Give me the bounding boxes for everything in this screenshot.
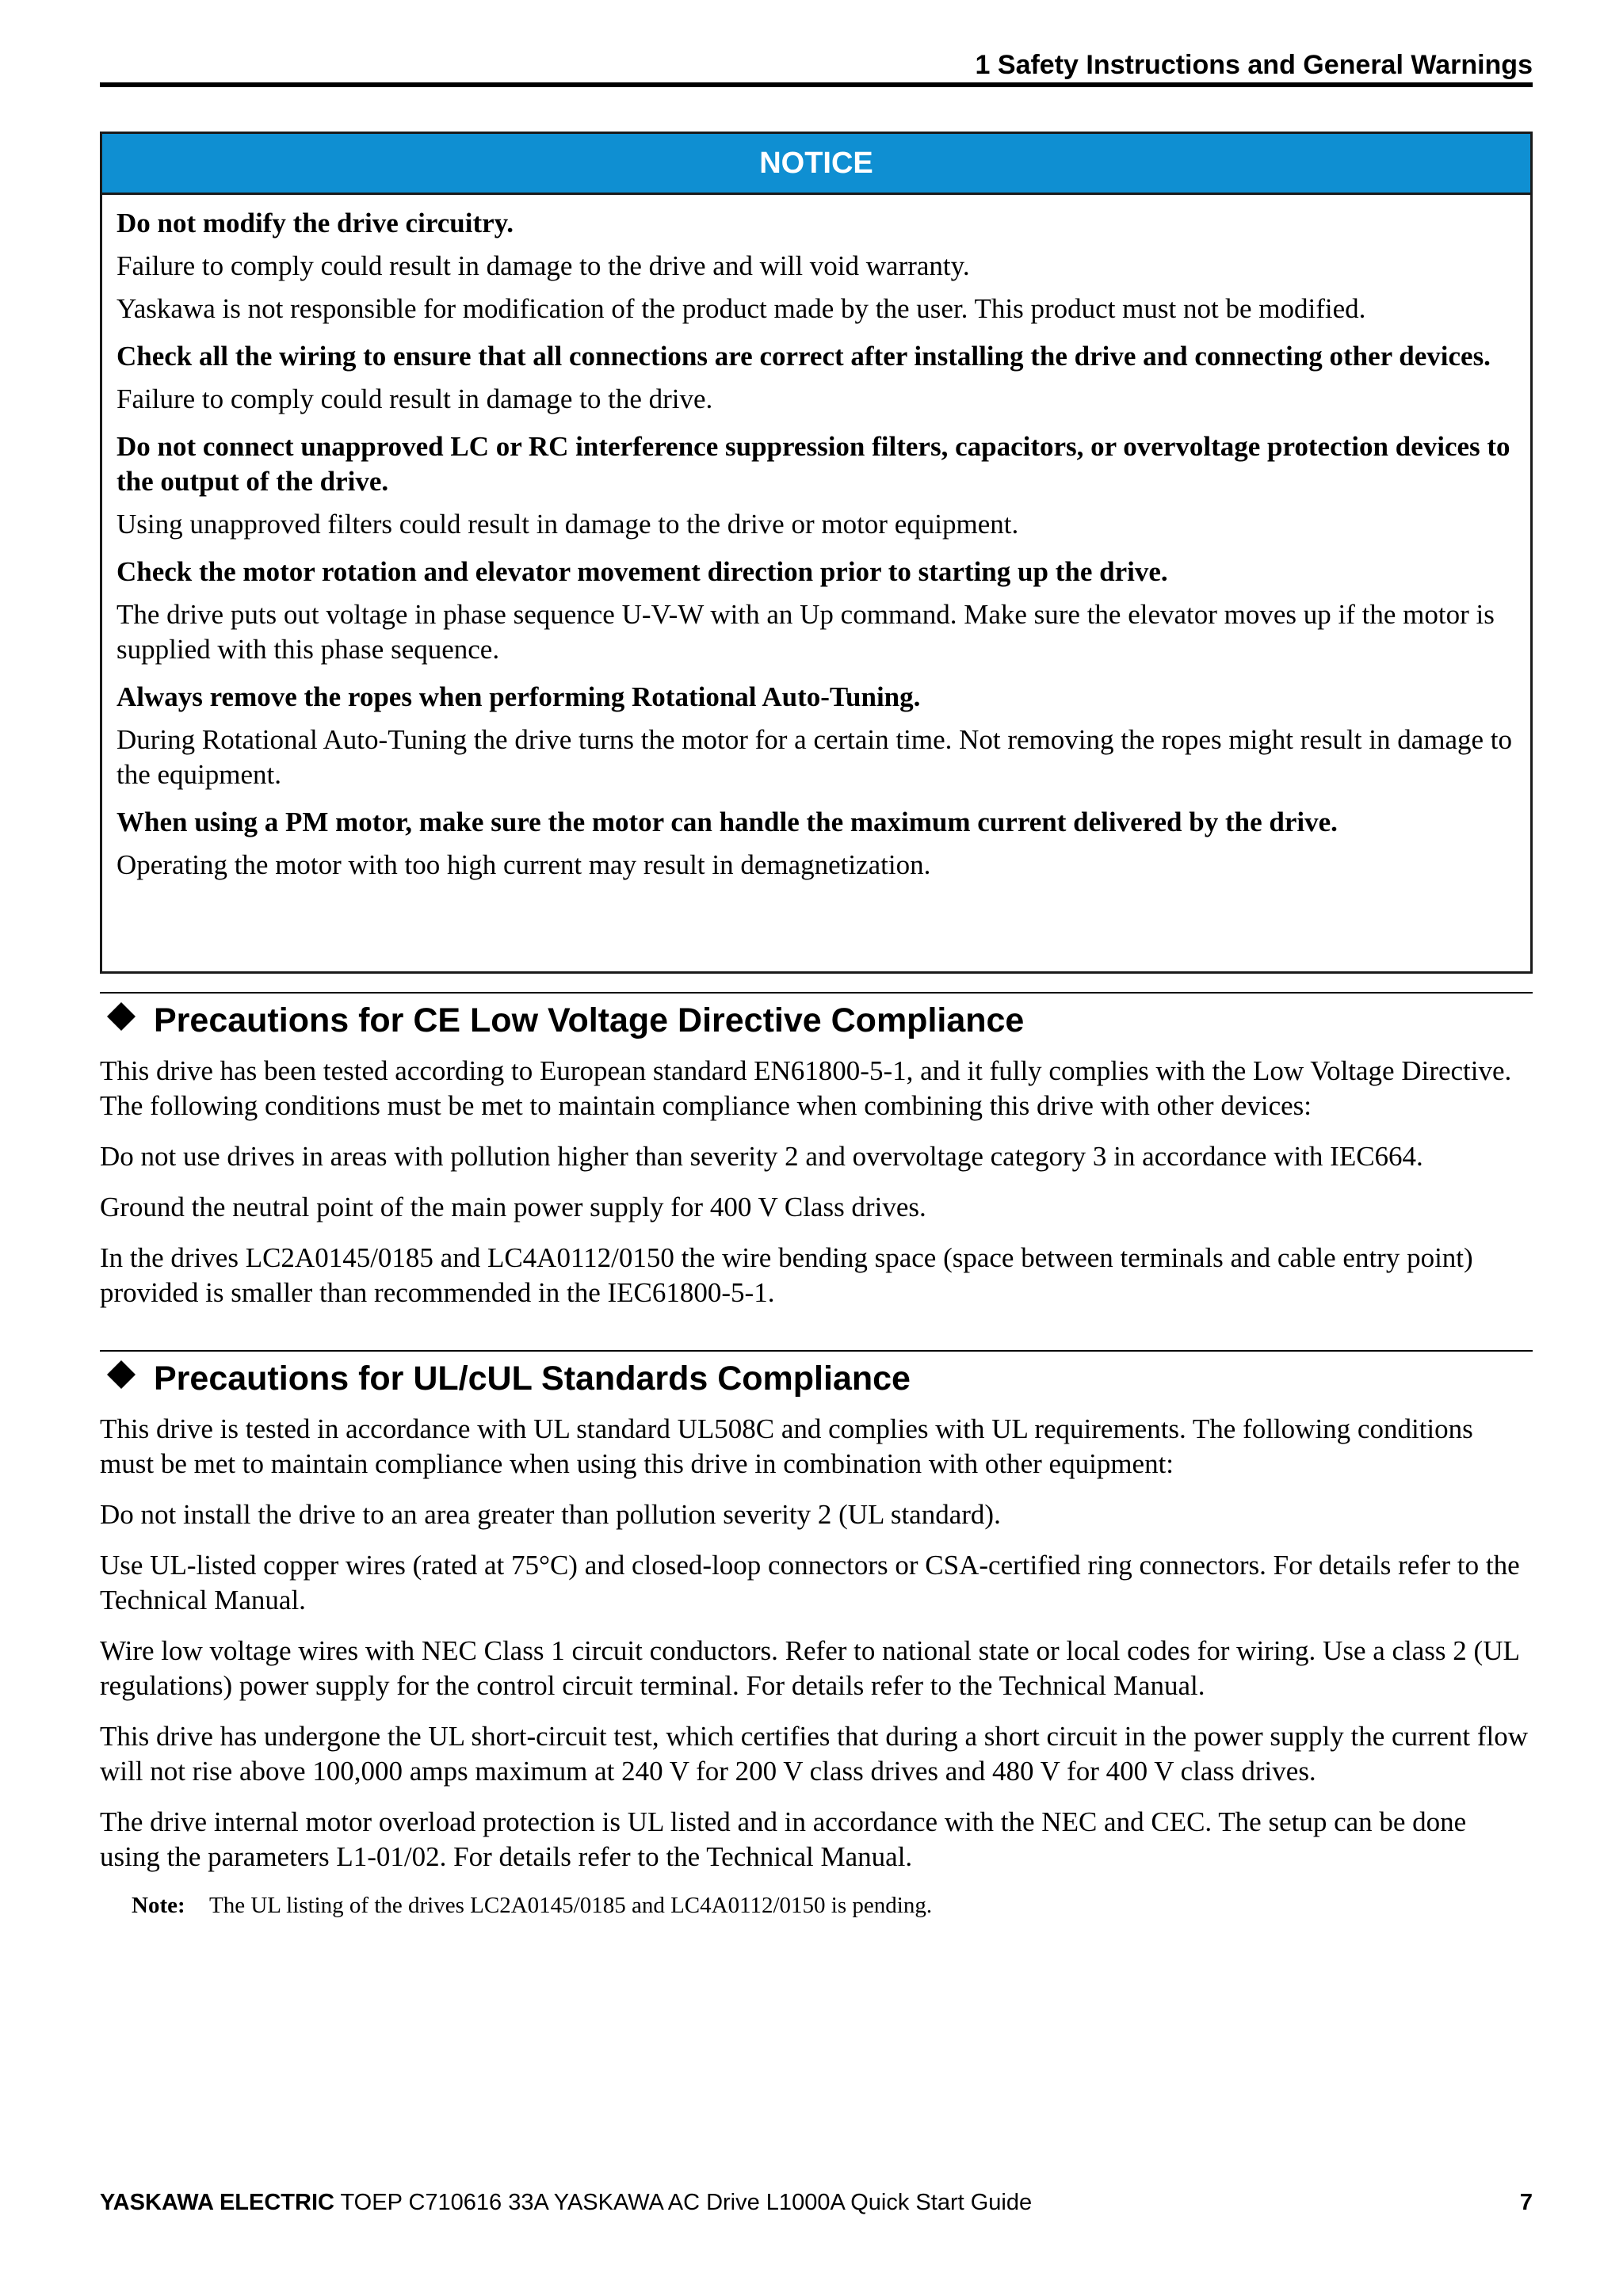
notice-item-heading: When using a PM motor, make sure the motor can handle the maximum current delivered by the drive. [116, 807, 1338, 837]
paragraph: Do not use drives in areas with pollution higher than severity 2 and overvoltage category 3 in accordance with IEC664. [100, 1141, 1423, 1172]
paragraph: This drive is tested in accordance with UL standard UL508C and complies with UL requirements. The following conditions must be met to maintain compliance when using this drive in combination with other equipment: [100, 1413, 1473, 1479]
paragraph: Use UL-listed copper wires (rated at 75°C) and closed-loop connectors or CSA-certified ring connectors. For details refer to the Technical Manual. [100, 1550, 1520, 1615]
notice-item-description [116, 723, 1516, 792]
section-rule [100, 1350, 1533, 1352]
paragraph: This drive has undergone the UL short-circuit test, which certifies that during a short circuit in the power supply the current flow will not rise above 100,000 amps maximum at 240 V for 200 V class drives and 480 V for 400 V class drives. [100, 1721, 1529, 1787]
ce-section [100, 992, 1533, 1326]
running-header: 1 Safety Instructions and General Warnings [975, 50, 1533, 80]
note-label: Note: [132, 1893, 185, 1918]
notice-item-heading: Check all the wiring to ensure that all connections are correct after installing the drive and connecting other devices. [116, 341, 1491, 372]
notice-item [116, 339, 1516, 417]
notice-banner: NOTICE [102, 134, 1530, 195]
paragraph: Wire low voltage wires with NEC Class 1 circuit conductors. Refer to national state or local codes for wiring. Use a class 2 (UL regulations) power supply for the control circuit terminal. For details refer to the Technical Manual. [100, 1635, 1519, 1701]
notice-item-line: Operating the motor with too high current may result in demagnetization. [116, 849, 931, 880]
note-text: The UL listing of the drives LC2A0145/0185 and LC4A0112/0150 is pending. [209, 1893, 933, 1918]
section-title-text: Precautions for CE Low Voltage Directive Compliance [154, 1001, 1025, 1039]
ul-section [100, 1350, 1533, 1920]
section-title-text: Precautions for UL/cUL Standards Compliance [154, 1360, 911, 1398]
notice-item-line: Using unapproved filters could result in damage to the drive or motor equipment. [116, 509, 1019, 540]
paragraph: Ground the neutral point of the main power supply for 400 V Class drives. [100, 1192, 926, 1222]
notice-item-heading: Check the motor rotation and elevator movement direction prior to starting up the drive. [116, 556, 1168, 587]
notice-item-line: Failure to comply could result in damage to the drive and will void warranty. [116, 250, 970, 281]
notice-item-description [116, 507, 1516, 542]
page-footer [100, 2188, 1533, 2217]
notice-item-line: Failure to comply could result in damage to the drive. [116, 383, 713, 414]
notice-item-line: Yaskawa is not responsible for modification of the product made by the user. This product must not be modified. [116, 293, 1366, 324]
note [100, 1890, 1533, 1920]
diamond-bullet-icon [106, 1356, 139, 1401]
notice-item [116, 805, 1516, 883]
diamond-bullet-icon [106, 998, 139, 1043]
paragraph: The drive internal motor overload protection is UL listed and in accordance with the NEC and CEC. The setup can be done using the parameters L1-01/02. For details refer to the Technical Manual. [100, 1806, 1467, 1872]
section-title [106, 1356, 1533, 1401]
notice-item [116, 206, 1516, 326]
notice-item-heading: Do not modify the drive circuitry. [116, 208, 514, 238]
footer-document-title: TOEP C710616 33A YASKAWA AC Drive L1000A Quick Start Guide [334, 2190, 1033, 2215]
paragraph: Do not install the drive to an area greater than pollution severity 2 (UL standard). [100, 1499, 1001, 1530]
notice-item [116, 429, 1516, 542]
notice-item-description [116, 848, 1516, 883]
notice-item-description [116, 249, 1516, 326]
paragraph: This drive has been tested according to European standard EN61800-5-1, and it fully complies with the Low Voltage Directive. The following conditions must be met to maintain compliance when combining this drive with other devices: [100, 1055, 1512, 1121]
notice-item-description [116, 597, 1516, 667]
notice-item-heading: Always remove the ropes when performing Rotational Auto-Tuning. [116, 681, 921, 712]
notice-body [102, 195, 1530, 883]
notice-item-description [116, 382, 1516, 417]
header-rule [100, 82, 1533, 87]
notice-item [116, 555, 1516, 667]
page-number: 7 [1519, 2190, 1533, 2215]
notice-item-line: During Rotational Auto-Tuning the drive turns the motor for a certain time. Not removing the ropes might result in damage to the equipment. [116, 724, 1513, 790]
notice-item [116, 680, 1516, 792]
notice-box [100, 132, 1533, 974]
notice-item-line: The drive puts out voltage in phase sequence U-V-W with an Up command. Make sure the elevator moves up if the motor is supplied with this phase sequence. [116, 599, 1495, 665]
paragraph: In the drives LC2A0145/0185 and LC4A0112/0150 the wire bending space (space between terminals and cable entry point) provided is smaller than recommended in the IEC61800-5-1. [100, 1242, 1473, 1308]
footer-brand: YASKAWA ELECTRIC [100, 2190, 334, 2215]
notice-item-heading: Do not connect unapproved LC or RC interference suppression filters, capacitors, or overvoltage protection devices to the output of the drive. [116, 431, 1510, 497]
section-title [106, 998, 1533, 1043]
section-rule [100, 992, 1533, 994]
